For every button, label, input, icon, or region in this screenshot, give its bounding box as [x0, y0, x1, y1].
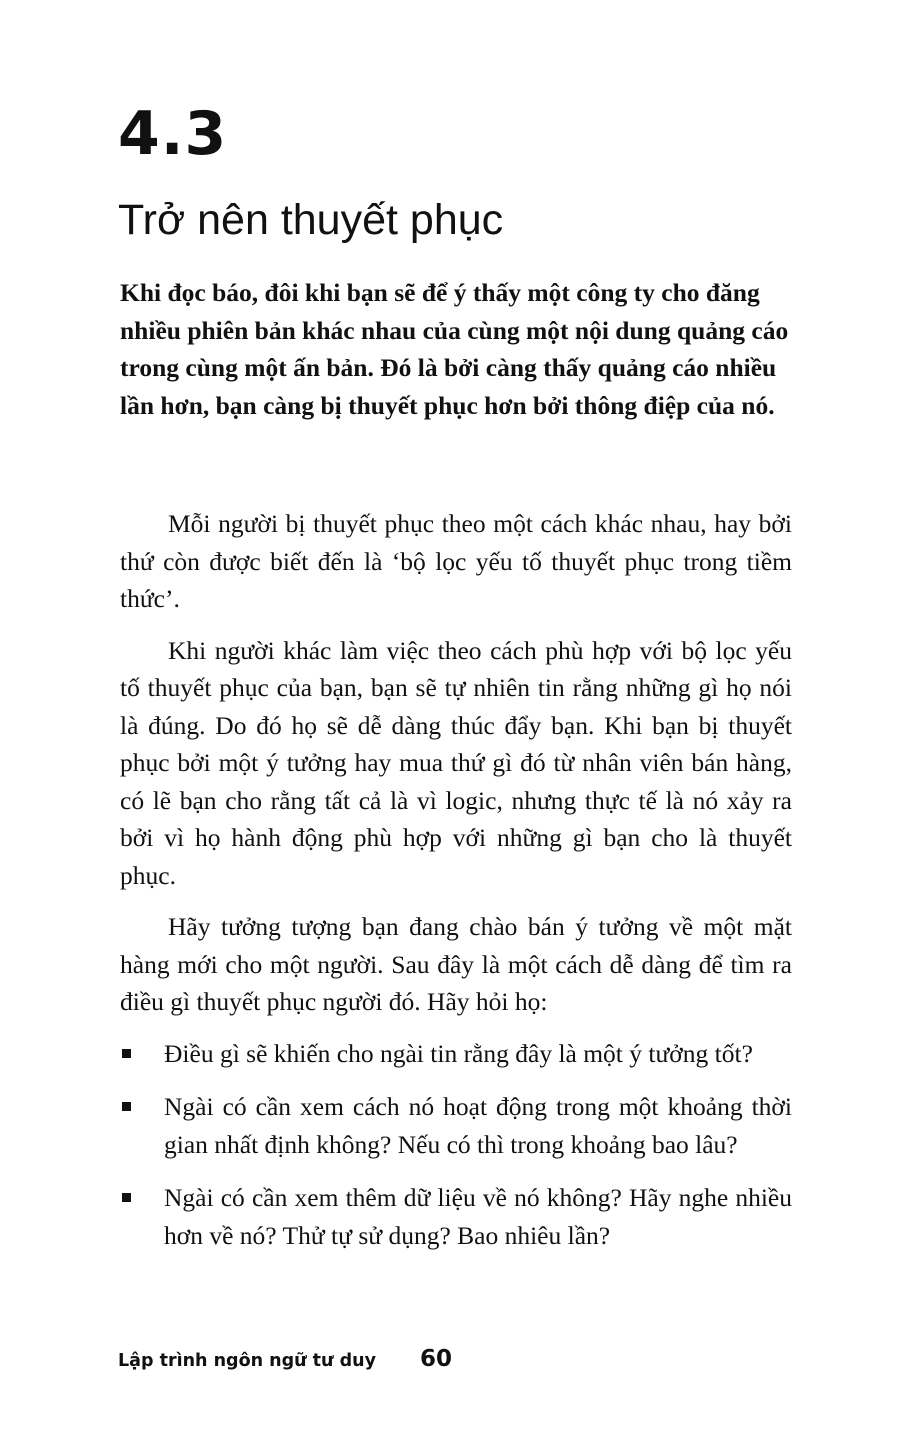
paragraph-2: Khi người khác làm việc theo cách phù hợp với bộ lọc yếu tố thuyết phục của bạn, bạn sẽ tự nhiên tin rằng những gì họ nói là đúng. Do đó họ sẽ dễ dàng thúc đẩy bạn. Khi bạn bị thuyết phục bởi một ý tưởng hay mua thứ gì đó từ nhân viên bán hàng, có lẽ bạn cho rằng tất cả là vì logic, nhưng thực tế là nó xảy ra bởi vì họ hành động phù hợp với những gì bạn cho là thuyết phục.: [120, 635, 792, 890]
list-item: [120, 1088, 792, 1163]
body-text: [120, 505, 792, 1270]
list-item-text: Điều gì sẽ khiến cho ngài tin rằng đây là một ý tưởng tốt?: [164, 1038, 753, 1068]
page-footer: [118, 1346, 452, 1376]
list-item: [120, 1035, 792, 1073]
square-bullet-icon: [122, 1049, 131, 1058]
list-item-text: Ngài có cần xem cách nó hoạt động trong một khoảng thời gian nhất định không? Nếu có thì trong khoảng bao lâu?: [164, 1092, 792, 1159]
list-item: [120, 1179, 792, 1254]
question-list: [120, 1035, 792, 1255]
list-item-text: Ngài có cần xem thêm dữ liệu về nó không? Hãy nghe nhiều hơn về nó? Thử tự sử dụng? Bao nhiêu lần?: [164, 1183, 792, 1250]
page-number: 60: [420, 1346, 453, 1372]
section-title: Trở nên thuyết phục: [118, 196, 504, 244]
running-title: Lập trình ngôn ngữ tư duy: [118, 1351, 376, 1371]
paragraph-3: Hãy tưởng tượng bạn đang chào bán ý tưởng về một mặt hàng mới cho một người. Sau đây là một cách dễ dàng để tìm ra điều gì thuyết phục người đó. Hãy hỏi họ:: [120, 912, 792, 1016]
square-bullet-icon: [122, 1193, 131, 1202]
paragraph-1: Mỗi người bị thuyết phục theo một cách khác nhau, hay bởi thứ còn được biết đến là ‘bộ lọc yếu tố thuyết phục trong tiềm thức’.: [120, 509, 792, 613]
lead-paragraph: Khi đọc báo, đôi khi bạn sẽ để ý thấy một công ty cho đăng nhiều phiên bản khác nhau của cùng một nội dung quảng cáo trong cùng một ấn bản. Đó là bởi càng thấy quảng cáo nhiều lần hơn, bạn càng bị thuyết phục hơn bởi thông điệp của nó.: [120, 278, 789, 420]
section-number: 4.3: [118, 99, 228, 169]
square-bullet-icon: [122, 1102, 131, 1111]
